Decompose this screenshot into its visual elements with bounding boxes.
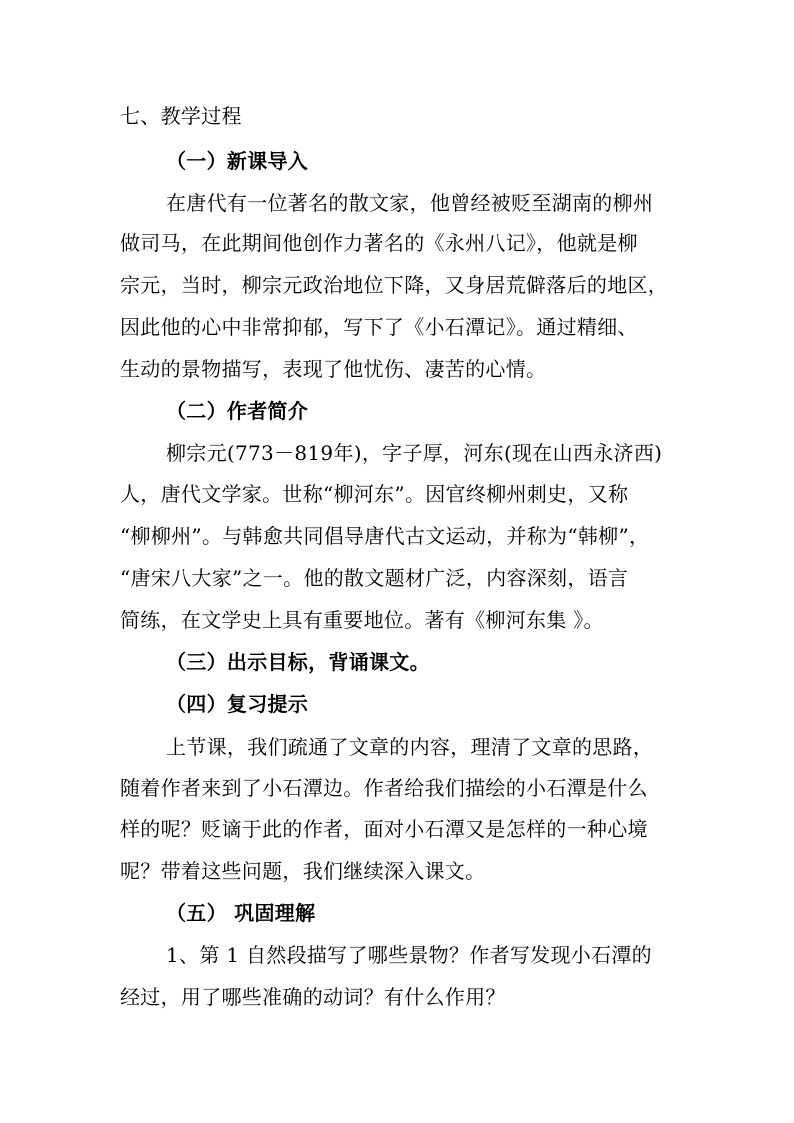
paragraph-line: 做司马，在此期间他创作力著名的《永州八记》，他就是柳 — [120, 231, 638, 255]
paragraph-line: 上节课，我们疏通了文章的内容，理清了文章的思路， — [166, 735, 654, 759]
paragraph-line: “唐宋八大家”之一。他的散文题材广泛，内容深刻，语言 — [120, 566, 629, 590]
paragraph-line: 经过，用了哪些准确的动词？有什么作用？ — [120, 985, 506, 1009]
paragraph-line: 宗元，当时，柳宗元政治地位下降，又身居荒僻落后的地区， — [120, 273, 669, 297]
paragraph-line: 在唐代有一位著名的散文家，他曾经被贬至湖南的柳州 — [166, 191, 654, 215]
paragraph-line: “柳柳州”。与韩愈共同倡导唐代古文运动，并称为“韩柳”， — [120, 524, 650, 548]
paragraph-line: 呢？带着这些问题，我们继续深入课文。 — [120, 859, 486, 883]
paragraph-line: 因此他的心中非常抑郁，写下了《小石潭记》。通过精细、 — [120, 315, 638, 339]
section-title: 七、教学过程 — [120, 104, 242, 128]
heading-consolidate-understanding: （五） 巩固理解 — [166, 901, 316, 925]
paragraph-line: 柳宗元(773－819年)，字子厚，河东(现在山西永济西) — [166, 441, 663, 465]
paragraph-line: 随着作者来到了小石潭边。作者给我们描绘的小石潭是什么 — [120, 776, 648, 800]
paragraph-line: 简练，在文学史上具有重要地位。著有《柳河东集 》。 — [120, 608, 604, 632]
paragraph-line: 人，唐代文学家。世称“柳河东”。因官终柳州刺史，又称 — [120, 482, 629, 506]
paragraph-line: 1、第 1 自然段描写了哪些景物？作者写发现小石潭的 — [166, 943, 652, 967]
heading-author-intro: （二）作者简介 — [166, 399, 309, 423]
heading-new-lesson-intro: （一）新课导入 — [166, 149, 309, 173]
paragraph-line: 生动的景物描写，表现了他忧伤、凄苦的心情。 — [120, 357, 547, 381]
heading-review-tips: （四）复习提示 — [166, 692, 309, 716]
paragraph-line: 样的呢？贬谪于此的作者，面对小石潭又是怎样的一种心境 — [120, 817, 648, 841]
heading-show-goals: （三）出示目标，背诵课文。 — [166, 650, 430, 674]
